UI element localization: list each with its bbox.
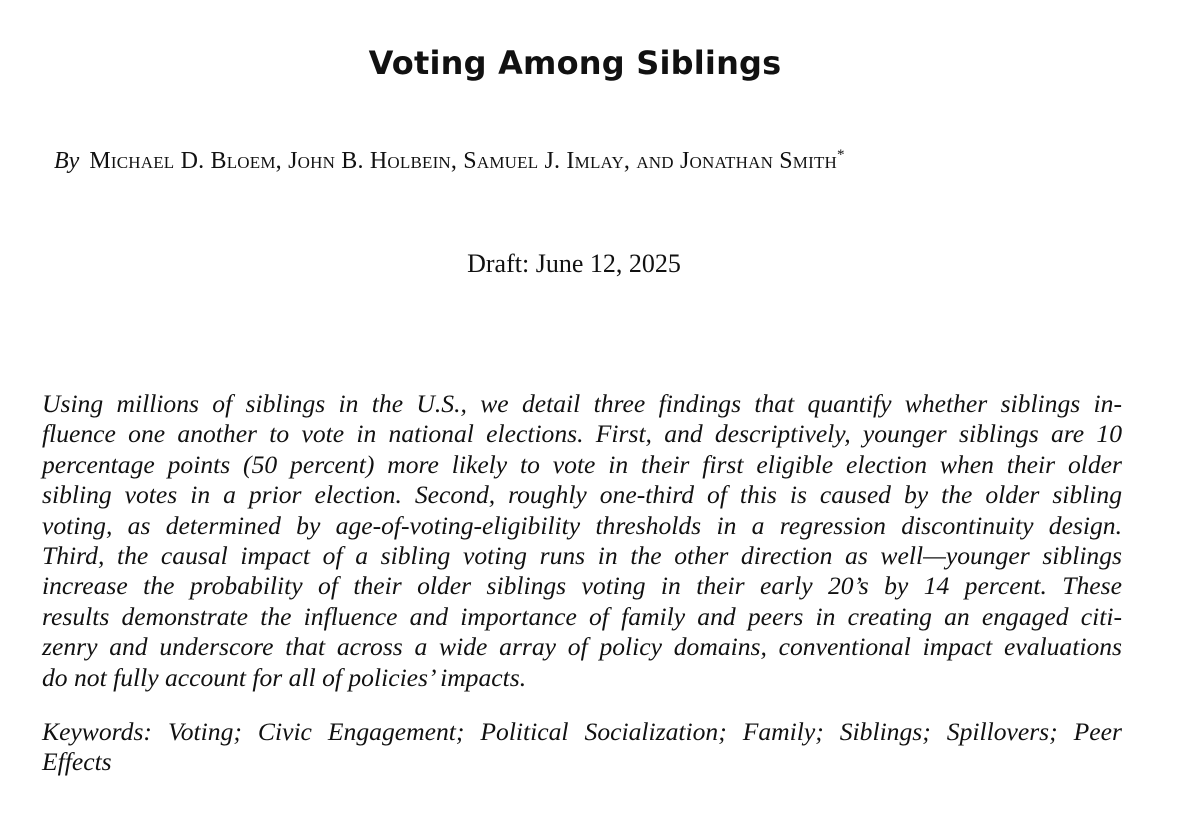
abstract-line: increase the probability of their older siblings voting in their early 20’s by 14 percent. These [42, 571, 1122, 601]
abstract-line: Using millions of siblings in the U.S., we detail three findings that quantify whether siblings in- [42, 389, 1122, 418]
keywords [42, 717, 1122, 778]
keywords-line: Effects [42, 747, 112, 777]
by-label: By [54, 148, 80, 174]
abstract-line: sibling votes in a prior election. Second, roughly one-third of this is caused by the older sibling [42, 480, 1122, 510]
author-list: Michael D. Bloem, John B. Holbein, Samuel J. Imlay, and Jonathan Smith [89, 148, 838, 174]
abstract-line: percentage points (50 percent) more likely to vote in their first eligible election when their older [42, 449, 1122, 479]
abstract-line: voting, as determined by age-of-voting-eligibility thresholds in a regression discontinuity design. [42, 510, 1122, 540]
keywords-line: Keywords: Voting; Civic Engagement; Political Socialization; Family; Siblings; Spillovers; Peer [42, 717, 1122, 746]
abstract-line: Third, the causal impact of a sibling voting runs in the other direction as well—younger siblings [42, 541, 1122, 571]
abstract [42, 389, 1122, 693]
abstract-line: zenry and underscore that across a wide array of policy domains, conventional impact evaluations [42, 632, 1122, 662]
author-footnote-mark[interactable]: * [837, 147, 845, 163]
draft-date: Draft: June 12, 2025 [467, 249, 681, 278]
abstract-line: results demonstrate the influence and importance of family and peers in creating an engaged citi- [42, 601, 1122, 631]
paper-title: Voting Among Siblings [368, 44, 782, 82]
author-byline [54, 148, 1154, 175]
abstract-line: fluence one another to vote in national elections. First, and descriptively, younger siblings are 10 [42, 419, 1122, 449]
abstract-line: do not fully account for all of policies’ impacts. [42, 662, 527, 692]
